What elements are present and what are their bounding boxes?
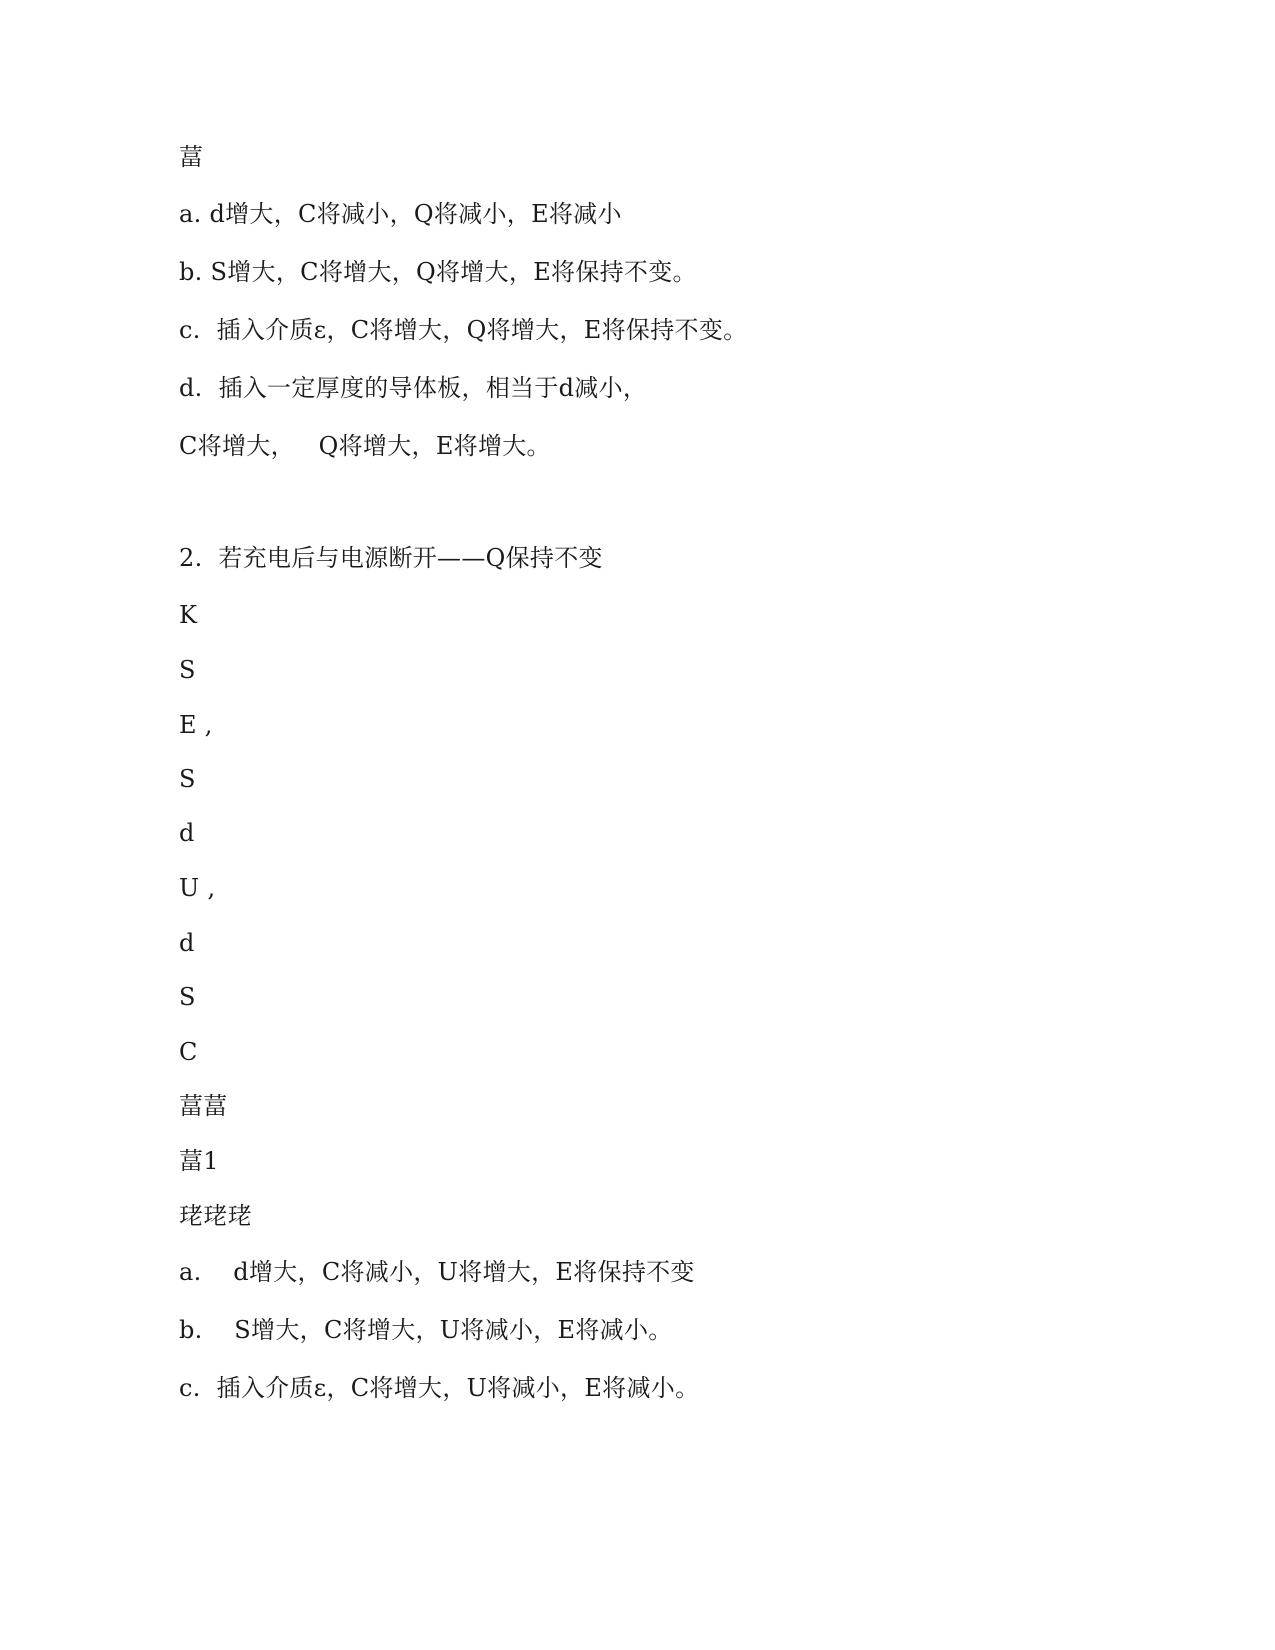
symbol-u: U , xyxy=(179,874,216,902)
section2-item-c: c. 插入介质ε，C将增大，U将减小，E将减小。 xyxy=(179,1374,700,1402)
section2-item-b: b. S增大，C将增大，U将减小，E将减小。 xyxy=(179,1316,673,1344)
symbol-k: K xyxy=(179,601,198,629)
symbol-s: S xyxy=(179,656,196,684)
section1-item-c: c. 插入介质ε，C将增大，Q将增大，E将保持不变。 xyxy=(179,316,748,344)
section1-item-b: b. S增大，C将增大，Q将增大，E将保持不变。 xyxy=(179,258,697,286)
glyph-row: 葍1 xyxy=(179,1147,219,1175)
section2-item-a: a. d增大，C将减小，U将增大，E将保持不变 xyxy=(179,1258,695,1286)
symbol-s: S xyxy=(179,765,196,793)
symbol-d: d xyxy=(179,819,195,847)
section1-item-d: d. 插入一定厚度的导体板，相当于d减小， xyxy=(179,374,648,402)
symbol-e: E , xyxy=(179,711,213,739)
header-glyph: 葍 xyxy=(179,143,204,171)
glyph-row: 珯珯珯 xyxy=(179,1202,252,1230)
section1-item-a: a. d增大，C将减小，Q将减小，E将减小 xyxy=(179,200,622,228)
section2-heading: 2. 若充电后与电源断开——Q保持不变 xyxy=(179,544,603,572)
symbol-d: d xyxy=(179,929,195,957)
symbol-c: C xyxy=(179,1038,198,1066)
section1-item-d-continuation: C将增大， Q将增大，E将增大。 xyxy=(179,432,551,460)
symbol-s: S xyxy=(179,983,196,1011)
glyph-row: 葍葍 xyxy=(179,1092,228,1120)
